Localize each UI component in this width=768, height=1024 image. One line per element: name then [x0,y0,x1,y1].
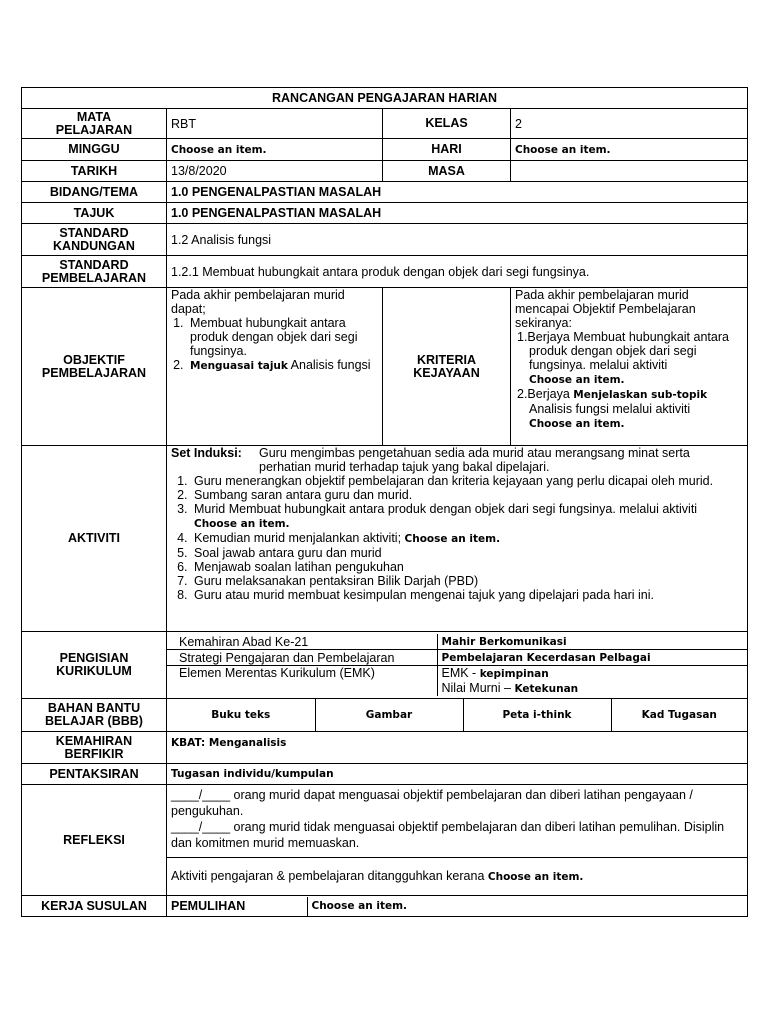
standard-kandungan-label: STANDARD KANDUNGAN [22,224,167,256]
pengisian-kurikulum-label: PENGISIAN KURIKULUM [22,632,167,699]
bbb-table [167,699,747,731]
pemulihan-label: PEMULIHAN [171,899,246,913]
abad-value[interactable]: Mahir Berkomunikasi [437,634,747,650]
strategi-label: Strategi Pengajaran dan Pembelajaran [167,650,437,666]
bbb-item[interactable]: Kad Tugasan [611,699,747,731]
kerja-susulan-content [167,896,748,917]
kelas-value[interactable]: 2 [511,109,748,139]
aktiviti-list [171,474,743,602]
abad-label: Kemahiran Abad Ke-21 [167,634,437,650]
kerja-susulan-label: KERJA SUSULAN [22,896,167,917]
refleksi-line: ____/____ orang murid tidak menguasai objektif pembelajaran dan diberi latihan pemulihan. Disiplin dan komitmen murid memuaskan. [171,820,725,850]
refleksi-label: REFLEKSI [22,785,167,896]
kriteria-item: 1.Berjaya Membuat hubungkait antara produk dengan objek dari segi fungsinya. melalui aktiviti Choose an item. [517,330,729,386]
aktiviti-item: 3. Murid Membuat hubungkait antara produk dengan objek dari segi fungsinya. melalui aktiviti Choose an item. [191,502,743,531]
tajuk-label: TAJUK [22,203,167,224]
bidang-tema-value[interactable]: 1.0 PENGENALPASTIAN MASALAH [167,182,748,203]
strategi-value[interactable]: Pembelajaran Kecerdasan Pelbagai [437,650,747,666]
aktiviti-content[interactable] [167,446,748,632]
kriteria-content[interactable] [511,288,748,446]
refleksi-content[interactable] [167,785,748,858]
bbb-item[interactable]: Buku teks [211,709,271,721]
pentaksiran-label: PENTAKSIRAN [22,764,167,785]
bbb-item[interactable]: Peta i-think [463,699,611,731]
aktiviti-item: 1. Guru menerangkan objektif pembelajaran dan kriteria kejayaan yang perlu dicapai oleh murid. [191,474,743,488]
kemahiran-berfikir-label: KEMAHIRAN BERFIKIR [22,732,167,764]
kriteria-intro: Pada akhir pembelajaran murid mencapai Objektif Pembelajaran sekiranya: [515,288,696,330]
objektif-item: 2. Menguasai tajuk Analisis fungsi [187,358,378,373]
hari-label: HARI [383,139,511,161]
kriteria-item1-dropdown[interactable]: Choose an item. [529,374,625,386]
minggu-label: MINGGU [22,139,167,161]
aktiviti-item: 8. Guru atau murid membuat kesimpulan mengenai tajuk yang dipelajari pada hari ini. [191,588,743,602]
aktiviti-item: 6. Menjawab soalan latihan pengukuhan [191,560,743,574]
aktiviti-item: 7. Guru melaksanakan pentaksiran Bilik Darjah (PBD) [191,574,743,588]
objektif-list [171,316,378,373]
tangguh-content[interactable]: Aktiviti pengajaran & pembelajaran ditangguhkan kerana Choose an item. [167,858,748,896]
tarikh-value[interactable]: 13/8/2020 [167,161,383,182]
emk-value[interactable]: EMK - kepimpinan Nilai Murni – Ketekunan [437,666,747,697]
pentaksiran-value[interactable]: Tugasan individu/kumpulan [167,764,748,785]
tangguh-dropdown[interactable]: Choose an item. [487,871,584,883]
kerja-table [167,897,747,916]
standard-pembelajaran-value[interactable]: 1.2.1 Membuat hubungkait antara produk dengan objek dari segi fungsinya. [167,256,748,288]
rph-sheet [21,87,747,917]
bidang-tema-label: BIDANG/TEMA [22,182,167,203]
objektif-label: OBJEKTIF PEMBELAJARAN [22,288,167,446]
hari-dropdown[interactable]: Choose an item. [511,139,748,161]
kurikulum-content [167,632,748,699]
aktiviti-item: 2. Sumbang saran antara guru dan murid. [191,488,743,502]
bbb-item[interactable]: Gambar [315,699,463,731]
kriteria-item: 2.Berjaya Menjelaskan sub-topik Analisis fungsi melalui aktiviti Choose an item. [517,387,708,430]
kelas-label: KELAS [383,109,511,139]
objektif-content[interactable] [167,288,383,446]
mata-pelajaran-label: MATA PELAJARAN [22,109,167,139]
aktiviti-item: 5. Soal jawab antara guru dan murid [191,546,743,560]
aktiviti-item: 4. Kemudian murid menjalankan aktiviti; Choose an item. [191,531,743,546]
tarikh-label: TARIKH [22,161,167,182]
masa-value[interactable] [511,161,748,182]
set-induksi: Set Induksi: Guru mengimbas pengetahuan sedia ada murid atau merangsang minat serta perhatian murid terhadap tajuk yang bakal dipelajari. [171,446,690,474]
tajuk-value[interactable]: 1.0 PENGENALPASTIAN MASALAH [167,203,748,224]
objektif-item: 1. Membuat hubungkait antara produk dengan objek dari segi fungsinya. [187,316,378,358]
page-title: RANCANGAN PENGAJARAN HARIAN [22,88,748,109]
minggu-dropdown[interactable]: Choose an item. [167,139,383,161]
kriteria-item2-dropdown[interactable]: Choose an item. [529,418,625,430]
aktiviti-dropdown[interactable]: Choose an item. [404,533,501,545]
emk-label: Elemen Merentas Kurikulum (EMK) [179,666,375,680]
kemahiran-berfikir-value[interactable]: KBAT: Menganalisis [167,732,748,764]
refleksi-line: ____/____ orang murid dapat menguasai objektif pembelajaran dan diberi latihan pengayaan / pengukuhan. [171,788,693,818]
aktiviti-dropdown[interactable]: Choose an item. [194,518,290,530]
aktiviti-label: AKTIVITI [22,446,167,632]
standard-pembelajaran-label: STANDARD PEMBELAJARAN [22,256,167,288]
bbb-content [167,699,748,732]
bbb-label: BAHAN BANTU BELAJAR (BBB) [22,699,167,732]
standard-kandungan-value[interactable]: 1.2 Analisis fungsi [167,224,748,256]
rph-table [21,87,748,917]
mata-pelajaran-value[interactable]: RBT [167,109,383,139]
kerja-susulan-dropdown[interactable]: Choose an item. [307,897,747,916]
objektif-intro: Pada akhir pembelajaran murid dapat; [171,288,345,316]
kurikulum-table [167,634,747,696]
kriteria-label: KRITERIA KEJAYAAN [383,288,511,446]
masa-label: MASA [383,161,511,182]
